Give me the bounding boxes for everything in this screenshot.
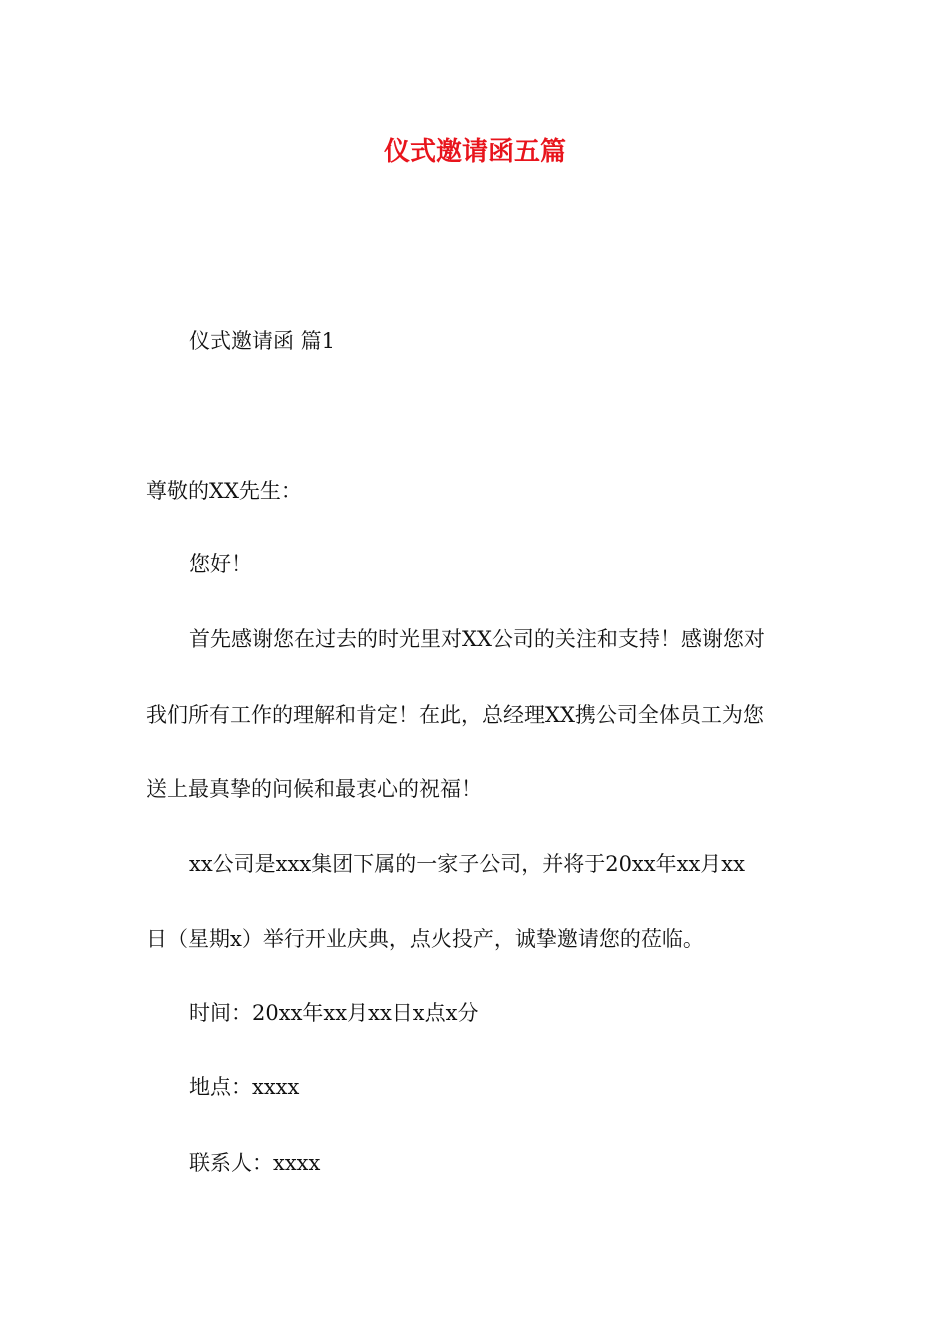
body-line-3: 送上最真挚的问候和最衷心的祝福！ — [146, 777, 482, 801]
salutation: 尊敬的XX先生： — [146, 479, 302, 503]
event-time: 时间：20xx年xx月xx日x点x分 — [189, 1001, 479, 1025]
document-title: 仪式邀请函五篇 — [383, 137, 566, 167]
body-line-5: 日（星期x）举行开业庆典，点火投产，诚挚邀请您的莅临。 — [146, 927, 704, 951]
greeting: 您好！ — [189, 552, 252, 576]
event-contact: 联系人：xxxx — [189, 1151, 321, 1175]
body-line-4: xx公司是xxx集团下属的一家子公司，并将于20xx年xx月xx — [189, 852, 745, 876]
section-heading: 仪式邀请函 篇1 — [189, 329, 336, 353]
event-place: 地点：xxxx — [189, 1075, 300, 1099]
body-line-1: 首先感谢您在过去的时光里对XX公司的关注和支持！感谢您对 — [189, 627, 765, 651]
body-line-2: 我们所有工作的理解和肯定！在此，总经理XX携公司全体员工为您 — [146, 703, 764, 727]
